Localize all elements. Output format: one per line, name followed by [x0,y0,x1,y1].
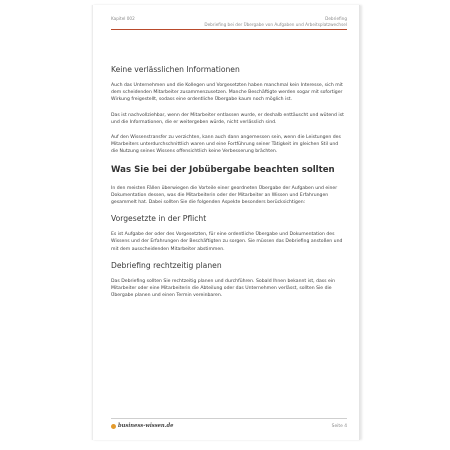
logo-text: business-wissen.de [118,423,174,429]
brand-logo [111,423,173,429]
page-footer [111,418,347,429]
header-subtitle: Debriefing bei der Übergabe von Aufgaben und Arbeitsplatzwechsel [204,21,347,27]
main-heading: Was Sie bei der Jobübergabe beachten sollten [111,164,335,175]
header-rule [111,29,347,30]
paragraph: Auf den Wissenstransfer zu verzichten, kann auch dann angemessen sein, wenn die Leistungen des Mitarbeiters unterdurchschnittlich waren und eine Fortführung seiner Tätigkeit im gleichen Stil und die Nutzung seines Wissens offensichtlich keine Verbesserung brächten. [111,135,341,155]
heading-keine-informationen: Keine verlässlichen Informationen [111,65,240,74]
page-content [111,65,345,307]
page-number: Seite 4 [331,423,347,429]
heading-debriefing-planen: Debriefing rechtzeitig planen [111,260,222,270]
heading-vorgesetzte: Vorgesetzte in der Pflicht [111,214,207,224]
document-page [92,5,360,440]
footer-rule [111,418,347,419]
chapter-label: Kapitel 002 [111,16,135,21]
logo-dot-icon [111,424,116,429]
paragraph: Auch das Unternehmen und die Kollegen und Vorgesetzten haben manchmal kein Interesse, sich mit dem scheidenden Mitarbeiter zusammenzusetzen. Manche Beschäftigte werden sogar mit sofortiger Wirkung freigestellt, sodass eine ordentliche Übergabe kaum noch möglich ist. [111,83,343,103]
paragraph: Das ist nachvollziehbar, wenn der Mitarbeiter entlassen wurde, er deshalb enttäuscht und wütend ist und die Informationen, die er weitergeben würde, nicht verlässlich sind. [111,112,344,125]
paragraph: Es ist Aufgabe der oder des Vorgesetzten, für eine ordentliche Übergabe und Dokumentation des Wissens und der Erfahrungen der Beschäftigten zu sorgen. Sie müssen das Debriefing anstoßen und mit dem ausscheidenden Mitarbeiter abstimmen. [111,232,343,252]
section-label: Debriefing [325,16,347,21]
paragraph: In den meisten Fällen überwiegen die Vorteile einer geordneten Übergabe der Aufgaben und einer Dokumentation dessen, was die Mitarbeiterin oder der Mitarbeiter an Wissen und Erfahrungen gesammelt hat. Dabei sollten Sie die folgenden Aspekte besonders berücksichtigen: [111,185,338,206]
page-header [111,16,347,30]
paragraph: Das Debriefing sollten Sie rechtzeitig planen und durchführen. Sobald Ihnen bekannt ist, dass ein Mitarbeiter oder eine Mitarbeiterin die Abteilung oder das Unternehmen verlässt, sollten Sie die Übergabe planen und einen Termin vereinbaren. [111,278,336,299]
